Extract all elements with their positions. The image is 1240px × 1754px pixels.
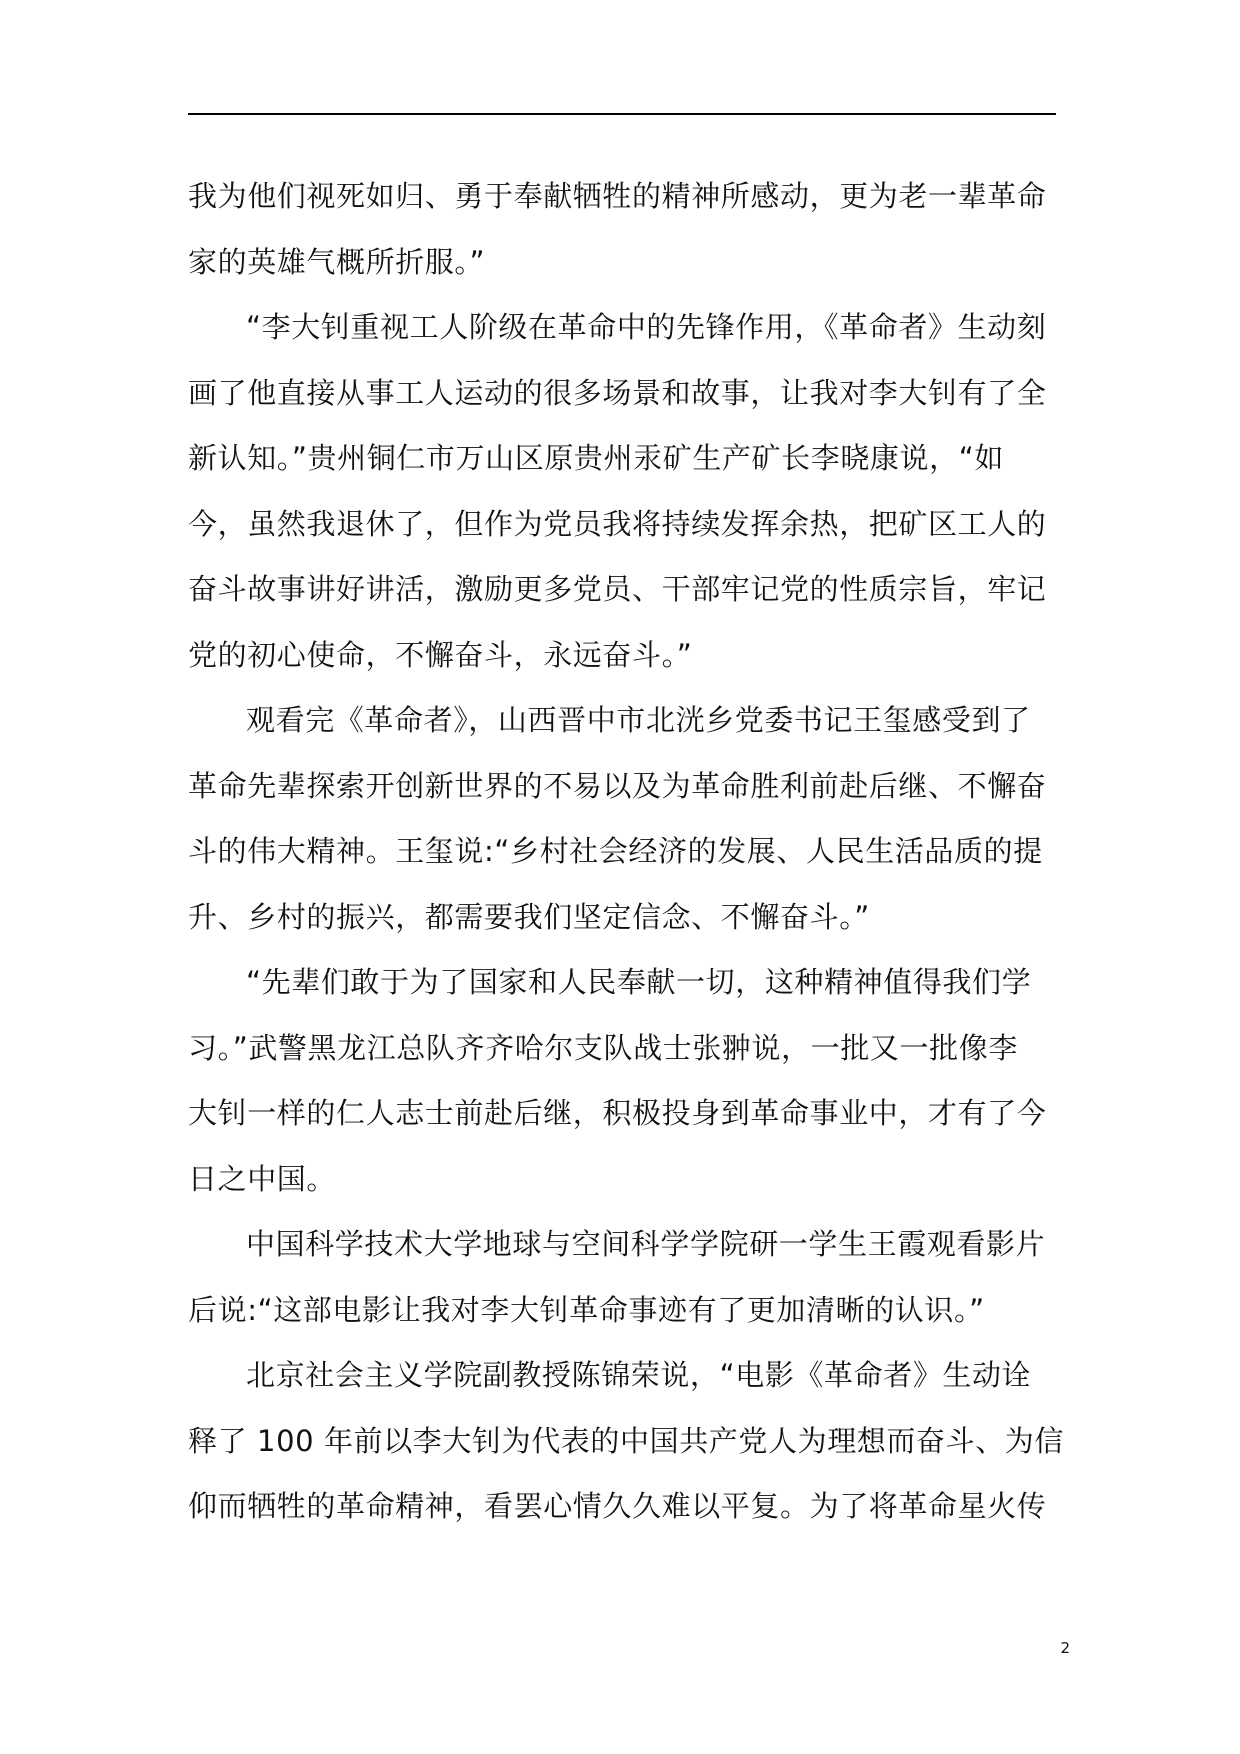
text-line: 升、乡村的振兴，都需要我们坚定信念、不懈奋斗。”: [188, 899, 870, 934]
text-line: 日之中国。: [188, 1161, 337, 1196]
text-line: 家的英雄气概所折服。”: [188, 244, 486, 279]
body-text: [188, 164, 1064, 1540]
text-line: 释了 100 年前以李大钊为代表的中国共产党人为理想而奋斗、为信: [188, 1423, 1064, 1458]
text-line: 北京社会主义学院副教授陈锦荣说，“电影《革命者》生动诠: [246, 1358, 1032, 1392]
text-line: 我为他们视死如归、勇于奉献牺牲的精神所感动，更为老一辈革命: [188, 179, 1047, 213]
text-line: 奋斗故事讲好讲活，激励更多党员、干部牢记党的性质宗旨，牢记: [188, 572, 1047, 606]
text-line: 今，虽然我退休了，但作为党员我将持续发挥余热，把矿区工人的: [188, 506, 1047, 541]
text-line: 新认知。”贵州铜仁市万山区原贵州汞矿生产矿长李晓康说，“如: [188, 441, 1004, 475]
page-number: 2: [1060, 1639, 1070, 1657]
text-line: “李大钊重视工人阶级在革命中的先锋作用，《革命者》生动刻: [246, 310, 1047, 344]
text-line: 习。”武警黑龙江总队齐齐哈尔支队战士张翀说，一批又一批像李: [188, 1030, 1018, 1065]
text-line: “先辈们敢于为了国家和人民奉献一切，这种精神值得我们学: [246, 965, 1032, 999]
text-line: 党的初心使命，不懈奋斗，永远奋斗。”: [188, 637, 693, 672]
text-line: 仰而牺牲的革命精神，看罢心情久久难以平复。为了将革命星火传: [188, 1489, 1047, 1523]
text-line: 中国科学技术大学地球与空间科学学院研一学生王霞观看影片: [246, 1227, 1046, 1261]
text-line: 后说:“这部电影让我对李大钊革命事迹有了更加清晰的认识。”: [188, 1292, 985, 1327]
text-line: 画了他直接从事工人运动的很多场景和故事，让我对李大钊有了全: [188, 375, 1047, 410]
text-line: 斗的伟大精神。王玺说:“乡村社会经济的发展、人民生活品质的提: [188, 834, 1043, 868]
text-line: 革命先辈探索开创新世界的不易以及为革命胜利前赴后继、不懈奋: [188, 768, 1047, 803]
text-line: 观看完《革命者》，山西晋中市北洸乡党委书记王玺感受到了: [246, 703, 1031, 737]
header-rule: [188, 113, 1056, 115]
text-line: 大钊一样的仁人志士前赴后继，积极投身到革命事业中，才有了今: [188, 1096, 1047, 1130]
